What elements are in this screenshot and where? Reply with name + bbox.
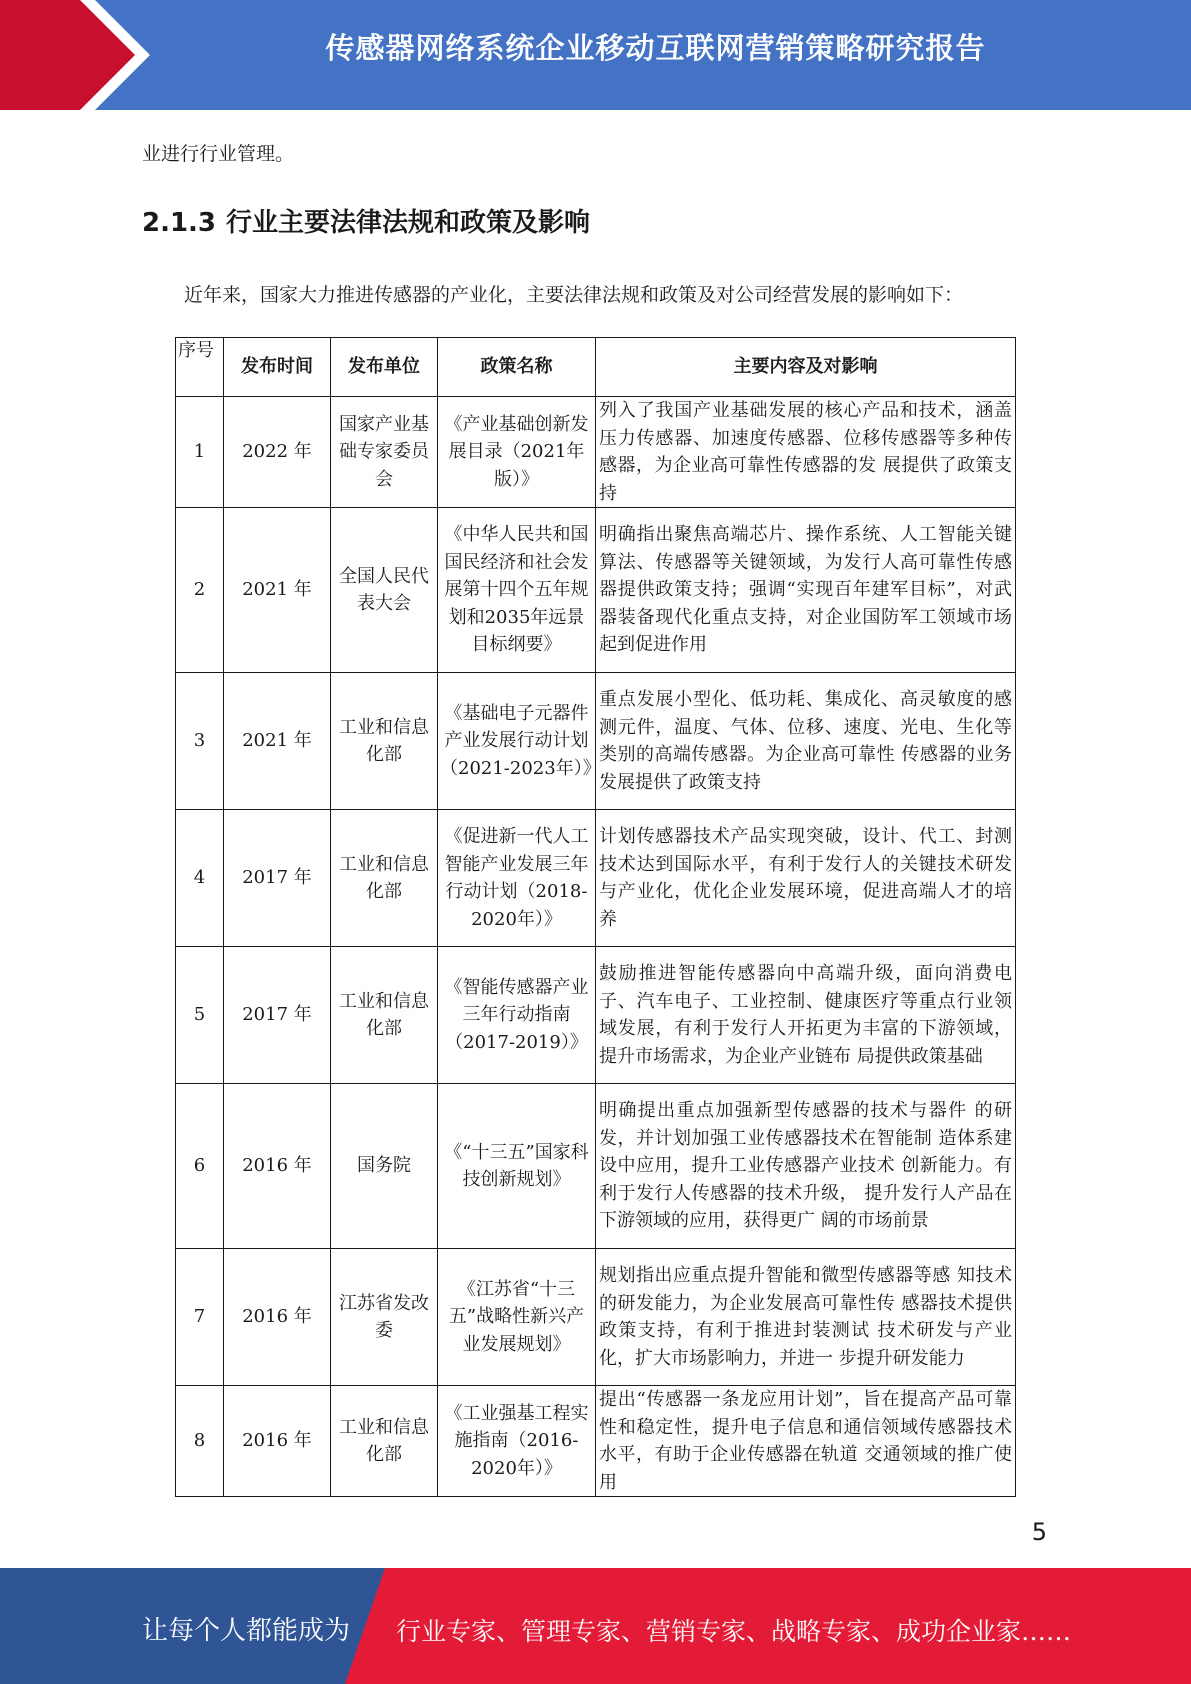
header-cell-issuer: 发布单位 <box>331 338 438 397</box>
cell-no: 2 <box>176 508 224 673</box>
cell-issuer: 江苏省发改委 <box>331 1249 438 1386</box>
header-cell-no: 序号 <box>176 338 224 397</box>
cell-issuer: 工业和信息化部 <box>331 673 438 810</box>
cell-date: 2016 年 <box>224 1386 331 1497</box>
cell-content: 规划指出应重点提升智能和微型传感器等感 知技术的研发能力，为企业发展高可靠性传 感器技术提供政策支持，有利于推进封装测试 技术研发与产业化，扩大市场影响力，并进一 步提升研发能力 <box>596 1249 1016 1386</box>
cell-no: 6 <box>176 1084 224 1249</box>
page-number: 5 <box>1031 1518 1047 1546</box>
cell-content: 列入了我国产业基础发展的核心产品和技术，涵盖压力传感器、加速度传感器、位移传感器等多种传感器，为企业高可靠性传感器的发 展提供了政策支持 <box>596 397 1016 508</box>
table-body <box>176 397 1016 1497</box>
cell-issuer: 国务院 <box>331 1084 438 1249</box>
cell-policy-name: 《中华人民共和国国民经济和社会发展第十四个五年规划和2035年远景目标纲要》 <box>438 508 596 673</box>
cell-policy-name: 《产业基础创新发展目录（2021年版）》 <box>438 397 596 508</box>
cell-no: 4 <box>176 810 224 947</box>
cell-date: 2016 年 <box>224 1084 331 1249</box>
cell-content: 提出“传感器一条龙应用计划”，旨在提高产品可靠性和稳定性，提升电子信息和通信领域传感器技术水平，有助于企业传感器在轨道 交通领域的推广使用 <box>596 1386 1016 1497</box>
cell-no: 8 <box>176 1386 224 1497</box>
cell-policy-name: 《智能传感器产业三年行动指南（2017-2019）》 <box>438 947 596 1084</box>
table-row <box>176 947 1016 1084</box>
cell-date: 2017 年 <box>224 810 331 947</box>
cell-content: 明确提出重点加强新型传感器的技术与器件 的研发，并计划加强工业传感器技术在智能制 造体系建设中应用，提升工业传感器产业技术 创新能力。有利于发行人传感器的技术升级， 提升发行人产品在下游领域的应用，获得更广 阔的市场前景 <box>596 1084 1016 1249</box>
header-cell-date: 发布时间 <box>224 338 331 397</box>
cell-no: 7 <box>176 1249 224 1386</box>
cell-no: 1 <box>176 397 224 508</box>
cell-no: 3 <box>176 673 224 810</box>
cell-policy-name: 《工业强基工程实施指南（2016-2020年）》 <box>438 1386 596 1497</box>
report-title: 传感器网络系统企业移动互联网营销策略研究报告 <box>325 31 986 65</box>
header-cell-content: 主要内容及对影响 <box>596 338 1016 397</box>
table-row <box>176 1386 1016 1497</box>
table-header-row <box>176 338 1016 397</box>
section-heading <box>142 202 590 239</box>
cell-content: 明确指出聚焦高端芯片、操作系统、人工智能关键算法、传感器等关键领域，为发行人高可靠性传感器提供政策支持；强调“实现百年建军目标”，对武器装备现代化重点支持，对企业国防军工领域市场起到促进作用 <box>596 508 1016 673</box>
cell-date: 2017 年 <box>224 947 331 1084</box>
page-footer <box>0 1568 1191 1684</box>
cell-issuer: 全国人民代表大会 <box>331 508 438 673</box>
policy-table <box>175 337 1016 1497</box>
continued-text: 业进行行业管理。 <box>142 143 295 165</box>
cell-issuer: 工业和信息化部 <box>331 947 438 1084</box>
cell-content: 重点发展小型化、低功耗、集成化、高灵敏度的感测元件，温度、气体、位移、速度、光电、生化等类别的高端传感器。为企业高可靠性 传感器的业务发展提供了政策支持 <box>596 673 1016 810</box>
footer-slogan-right: 行业专家、管理专家、营销专家、战略专家、成功企业家…… <box>396 1617 1072 1646</box>
page-header <box>0 0 1191 110</box>
cell-issuer: 工业和信息化部 <box>331 810 438 947</box>
table-row <box>176 673 1016 810</box>
footer-slogan-left: 让每个人都能成为 <box>142 1616 351 1646</box>
cell-policy-name: 《“十三五”国家科技创新规划》 <box>438 1084 596 1249</box>
table-row <box>176 810 1016 947</box>
cell-policy-name: 《江苏省“十三五”战略性新兴产业发展规划》 <box>438 1249 596 1386</box>
cell-date: 2022 年 <box>224 397 331 508</box>
section-title: 行业主要法律法规和政策及影响 <box>226 208 591 238</box>
cell-date: 2021 年 <box>224 673 331 810</box>
header-cell-name: 政策名称 <box>438 338 596 397</box>
cell-issuer: 国家产业基础专家委员会 <box>331 397 438 508</box>
cell-date: 2021 年 <box>224 508 331 673</box>
cell-no: 5 <box>176 947 224 1084</box>
table-row <box>176 1249 1016 1386</box>
cell-issuer: 工业和信息化部 <box>331 1386 438 1497</box>
intro-paragraph: 近年来，国家大力推进传感器的产业化，主要法律法规和政策及对公司经营发展的影响如下： <box>184 284 964 306</box>
cell-content: 鼓励推进智能传感器向中高端升级，面向消费电子、汽车电子、工业控制、健康医疗等重点行业领域发展，有利于发行人开拓更为丰富的下游领域，提升市场需求，为企业产业链布 局提供政策基础 <box>596 947 1016 1084</box>
cell-policy-name: 《基础电子元器件产业发展行动计划（2021-2023年）》 <box>438 673 596 810</box>
header-chevron-decoration <box>0 0 150 110</box>
cell-content: 计划传感器技术产品实现突破，设计、代工、封测技术达到国际水平，有利于发行人的关键技术研发与产业化，优化企业发展环境，促进高端人才的培养 <box>596 810 1016 947</box>
table-row <box>176 508 1016 673</box>
table-row <box>176 397 1016 508</box>
cell-date: 2016 年 <box>224 1249 331 1386</box>
cell-policy-name: 《促进新一代人工智能产业发展三年行动计划（2018-2020年）》 <box>438 810 596 947</box>
section-number: 2.1.3 <box>142 208 217 238</box>
table-row <box>176 1084 1016 1249</box>
